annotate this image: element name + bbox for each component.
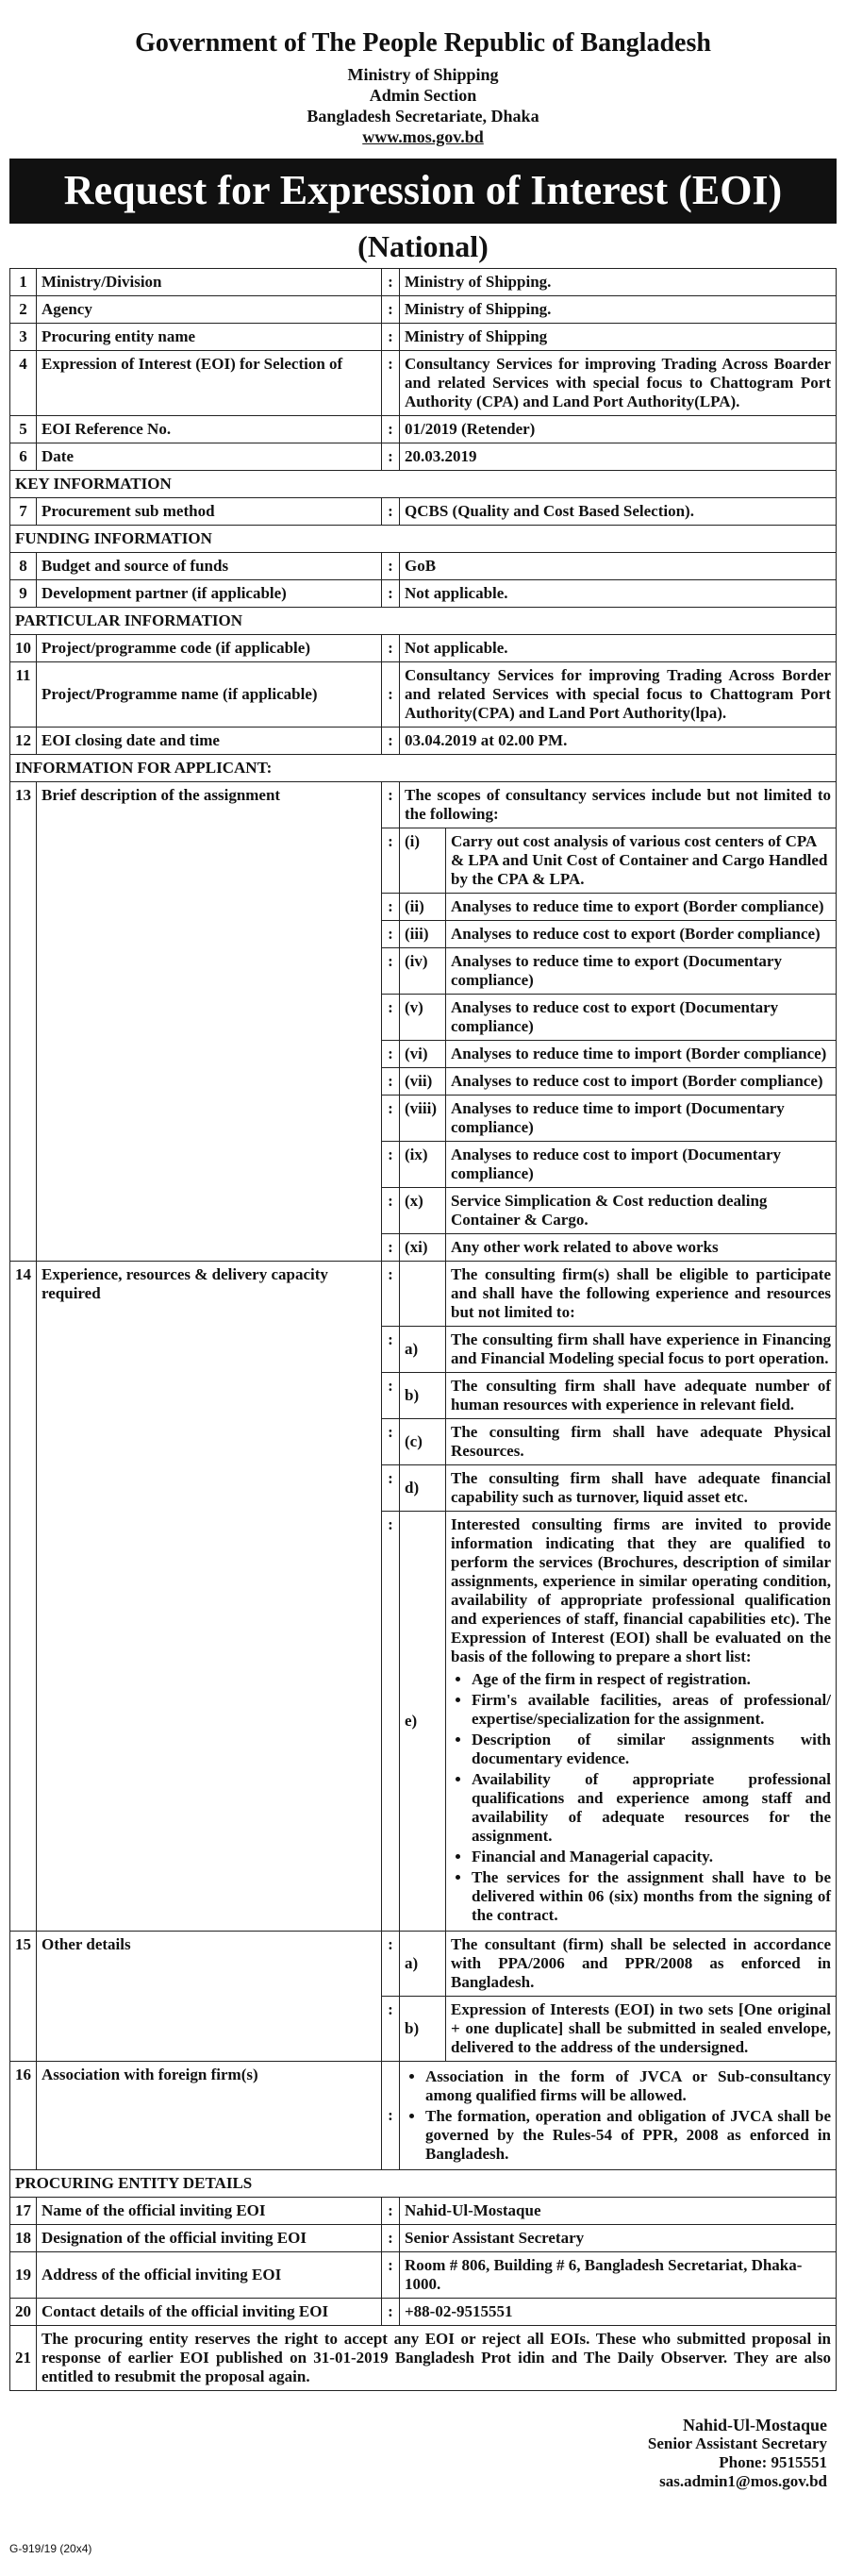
section-header-row [10, 471, 837, 498]
association-list [405, 2067, 831, 2164]
row-label: EOI Reference No. [37, 416, 382, 443]
row-value: Room # 806, Building # 6, Bangladesh Secretariat, Dhaka-1000. [400, 2252, 837, 2299]
colon: : [382, 921, 400, 948]
row-label: Name of the official inviting EOI [37, 2198, 382, 2225]
table-row [10, 782, 837, 828]
item-text: The consulting firm shall have adequate number of human resources with experience in relevant field. [446, 1373, 837, 1419]
table-row [10, 1262, 837, 1327]
row-label: Address of the official inviting EOI [37, 2252, 382, 2299]
item-text: Analyses to reduce time to export (Documentary compliance) [446, 948, 837, 995]
row-value [400, 2062, 837, 2170]
row-number: 8 [10, 553, 37, 580]
row-number: 15 [10, 1932, 37, 2062]
row-value: Consultancy Services for improving Trading Across Boarder and related Services with special focus to Chattogram Port Authority (CPA) and Land Port Authority(LPA). [400, 351, 837, 416]
list-item: • Availability of appropriate professional qualifications and experience among staff and availability of adequate resources for the assignment. [472, 1770, 831, 1846]
table-row [10, 324, 837, 351]
item-text: The consulting firm shall have adequate financial capability such as turnover, liquid asset etc. [446, 1465, 837, 1512]
colon: : [382, 443, 400, 471]
colon: : [382, 2299, 400, 2326]
row-label: Date [37, 443, 382, 471]
item-number: (v) [400, 995, 446, 1041]
row-number: 12 [10, 728, 37, 755]
colon: : [382, 1234, 400, 1262]
colon: : [382, 351, 400, 416]
row-label: Association with foreign firm(s) [37, 2062, 382, 2170]
row-value: QCBS (Quality and Cost Based Selection). [400, 498, 837, 526]
item-number: (vi) [400, 1041, 446, 1068]
row-number: 11 [10, 662, 37, 728]
row-number: 6 [10, 443, 37, 471]
table-row [10, 498, 837, 526]
item-number: (i) [400, 828, 446, 894]
item-number: (iv) [400, 948, 446, 995]
row-value: Consultancy Services for improving Trading Across Border and related Services with special focus to Chattogram Port Authority(CPA) and Land Port Authority(lpa). [400, 662, 837, 728]
table-row [10, 662, 837, 728]
colon: : [382, 662, 400, 728]
experience-intro: The consulting firm(s) shall be eligible to participate and shall have the following experience and resources but not limited to: [446, 1262, 837, 1327]
item-text: Analyses to reduce time to import (Border compliance) [446, 1041, 837, 1068]
row-value: 20.03.2019 [400, 443, 837, 471]
item-number: (x) [400, 1188, 446, 1234]
colon: : [382, 1041, 400, 1068]
item-text: Carry out cost analysis of various cost centers of CPA & LPA and Unit Cost of Container and Cargo Handled by the CPA & LPA. [446, 828, 837, 894]
list-item: • The services for the assignment shall have to be delivered within 06 (six) months from the signing of the contract. [472, 1868, 831, 1925]
colon: : [382, 269, 400, 296]
colon: : [382, 894, 400, 921]
item-text: Analyses to reduce cost to export (Documentary compliance) [446, 995, 837, 1041]
row-number: 5 [10, 416, 37, 443]
row-number: 18 [10, 2225, 37, 2252]
table-row [10, 2252, 837, 2299]
row-label: Ministry/Division [37, 269, 382, 296]
signatory-name: Nahid-Ul-Mostaque [682, 2416, 827, 2434]
colon: : [382, 416, 400, 443]
item-text: Analyses to reduce time to import (Documentary compliance) [446, 1096, 837, 1142]
section-header-row [10, 755, 837, 782]
row-label: Experience, resources & delivery capacity required [37, 1262, 382, 1932]
colon: : [382, 1188, 400, 1234]
table-row [10, 351, 837, 416]
item-text: The consulting firm shall have experience in Financing and Financial Modeling special focus to port operation. [446, 1327, 837, 1373]
government-title: Government of The People Republic of Bangladesh [135, 28, 711, 58]
row-label: EOI closing date and time [37, 728, 382, 755]
colon: : [382, 2198, 400, 2225]
colon: : [382, 1096, 400, 1142]
row-value: Nahid-Ul-Mostaque [400, 2198, 837, 2225]
colon: : [382, 635, 400, 662]
footer-code: G-919/19 (20x4) [9, 2542, 92, 2555]
table-row [10, 553, 837, 580]
section-header-row [10, 608, 837, 635]
row-value: 03.04.2019 at 02.00 PM. [400, 728, 837, 755]
item-number: a) [400, 1327, 446, 1373]
colon: : [382, 1465, 400, 1512]
table-row [10, 2225, 837, 2252]
colon: : [382, 553, 400, 580]
item-number: (vii) [400, 1068, 446, 1096]
list-item: • Firm's available facilities, areas of professional/ expertise/specialization for the assignment. [472, 1691, 831, 1729]
row-value: GoB [400, 553, 837, 580]
row-label: Agency [37, 296, 382, 324]
row-number: 13 [10, 782, 37, 1262]
colon: : [382, 782, 400, 828]
colon: : [382, 1373, 400, 1419]
table-row [10, 2198, 837, 2225]
list-item: • Financial and Managerial capacity. [472, 1848, 831, 1866]
row-number: 1 [10, 269, 37, 296]
colon: : [382, 296, 400, 324]
row-label: Designation of the official inviting EOI [37, 2225, 382, 2252]
row-label: Procurement sub method [37, 498, 382, 526]
item-text: Analyses to reduce time to export (Border compliance) [446, 894, 837, 921]
item-text: The consulting firm shall have adequate Physical Resources. [446, 1419, 837, 1465]
ministry-name: Ministry of Shipping [347, 65, 499, 84]
item-text: Service Simplication & Cost reduction dealing Container & Cargo. [446, 1188, 837, 1234]
table-row [10, 635, 837, 662]
row-value: Ministry of Shipping [400, 324, 837, 351]
row-number: 21 [10, 2326, 37, 2391]
colon: : [382, 1419, 400, 1465]
colon: : [382, 1142, 400, 1188]
table-row [10, 580, 837, 608]
colon: : [382, 1512, 400, 1932]
table-row [10, 2326, 837, 2391]
colon: : [382, 1327, 400, 1373]
table-row [10, 416, 837, 443]
evaluation-intro: Interested consulting firms are invited to provide information indicating that they are qualified to perform the services (Brochures, description of similar assignments, experience in similar operating condition, availability of appropriate professional qualification and experiences of staff, financial capabilities etc). The Expression of Interest (EOI) shall be evaluated on the basis of the following to prepare a short list: [451, 1515, 831, 1665]
row-number: 17 [10, 2198, 37, 2225]
section-heading-funding: FUNDING INFORMATION [10, 526, 837, 553]
item-text: Expression of Interests (EOI) in two sets [One original + one duplicate] shall be submitted in sealed envelope, delivered to the address of the undersigned. [446, 1997, 837, 2062]
row-label: Other details [37, 1932, 382, 2062]
colon: : [382, 2252, 400, 2299]
row-label: Budget and source of funds [37, 553, 382, 580]
item-number: a) [400, 1932, 446, 1997]
item-text: Any other work related to above works [446, 1234, 837, 1262]
item-number: (xi) [400, 1234, 446, 1262]
item-number: (iii) [400, 921, 446, 948]
notice-subtitle: (National) [357, 229, 489, 263]
row-value: 01/2019 (Retender) [400, 416, 837, 443]
signatory-email[interactable]: sas.admin1@mos.gov.bd [659, 2472, 827, 2490]
colon: : [382, 1262, 400, 1327]
signatory-phone: Phone: 9515551 [719, 2453, 827, 2471]
item-number: (c) [400, 1419, 446, 1465]
notice-title-banner: Request for Expression of Interest (EOI) [9, 159, 837, 224]
section-heading-key: KEY INFORMATION [10, 471, 837, 498]
row-value: Ministry of Shipping. [400, 296, 837, 324]
website-link[interactable]: www.mos.gov.bd [362, 127, 484, 146]
document-header [9, 28, 837, 147]
colon: : [382, 2062, 400, 2170]
row-number: 2 [10, 296, 37, 324]
colon: : [382, 324, 400, 351]
row-number: 7 [10, 498, 37, 526]
row-value: Ministry of Shipping. [400, 269, 837, 296]
empty-cell [400, 1262, 446, 1327]
item-text [446, 1512, 837, 1932]
row-number: 19 [10, 2252, 37, 2299]
row-label: Project/programme code (if applicable) [37, 635, 382, 662]
row-number: 14 [10, 1262, 37, 1932]
item-number: (viii) [400, 1096, 446, 1142]
signature-block [9, 2416, 837, 2491]
row-number: 20 [10, 2299, 37, 2326]
item-number: b) [400, 1997, 446, 2062]
item-number: (ix) [400, 1142, 446, 1188]
item-number: (ii) [400, 894, 446, 921]
row-number: 10 [10, 635, 37, 662]
row-label: Project/Programme name (if applicable) [37, 662, 382, 728]
signatory-designation: Senior Assistant Secretary [647, 2434, 827, 2452]
colon: : [382, 948, 400, 995]
item-text: Analyses to reduce cost to import (Border compliance) [446, 1068, 837, 1096]
row-value: +88-02-9515551 [400, 2299, 837, 2326]
colon: : [382, 580, 400, 608]
item-number: e) [400, 1512, 446, 1932]
row-number: 4 [10, 351, 37, 416]
colon: : [382, 498, 400, 526]
colon: : [382, 1932, 400, 1997]
table-row [10, 1932, 837, 1997]
item-text: The consultant (firm) shall be selected in accordance with PPA/2006 and PPR/2008 as enforced in Bangladesh. [446, 1932, 837, 1997]
row-label: Development partner (if applicable) [37, 580, 382, 608]
table-row [10, 2299, 837, 2326]
colon: : [382, 2225, 400, 2252]
assignment-intro: The scopes of consultancy services include but not limited to the following: [400, 782, 837, 828]
list-item: • Age of the firm in respect of registration. [472, 1670, 831, 1689]
row-value: Not applicable. [400, 635, 837, 662]
table-row [10, 443, 837, 471]
item-text: Analyses to reduce cost to import (Documentary compliance) [446, 1142, 837, 1188]
row-value: Senior Assistant Secretary [400, 2225, 837, 2252]
row-number: 3 [10, 324, 37, 351]
row-label: Brief description of the assignment [37, 782, 382, 1262]
list-item: • Association in the form of JVCA or Sub-consultancy among qualified firms will be allowed. [425, 2067, 831, 2105]
item-number: d) [400, 1465, 446, 1512]
row-number: 16 [10, 2062, 37, 2170]
item-text: Analyses to reduce cost to export (Border compliance) [446, 921, 837, 948]
row-number: 9 [10, 580, 37, 608]
colon: : [382, 828, 400, 894]
table-row [10, 2062, 837, 2170]
colon: : [382, 728, 400, 755]
colon: : [382, 1068, 400, 1096]
table-row [10, 269, 837, 296]
list-item: • Description of similar assignments with documentary evidence. [472, 1731, 831, 1768]
colon: : [382, 1997, 400, 2062]
eoi-details-table [9, 268, 837, 2391]
office-address: Bangladesh Secretariate, Dhaka [307, 107, 539, 125]
row-value: The procuring entity reserves the right to accept any EOI or reject all EOIs. These who submitted proposal in response of earlier EOI published on 31-01-2019 Bangladesh Prot idin and The Daily Observer. They are also entitled to resubmit the proposal again. [37, 2326, 837, 2391]
table-row [10, 296, 837, 324]
item-number: b) [400, 1373, 446, 1419]
section-header-row [10, 2170, 837, 2198]
section-heading-particular: PARTICULAR INFORMATION [10, 608, 837, 635]
section-name: Admin Section [369, 86, 477, 105]
section-heading-applicant: INFORMATION FOR APPLICANT: [10, 755, 837, 782]
evaluation-criteria-list [451, 1670, 831, 1925]
row-label: Procuring entity name [37, 324, 382, 351]
list-item: • The formation, operation and obligation of JVCA shall be governed by the Rules-54 of PPR, 2008 as enforced in Bangladesh. [425, 2107, 831, 2164]
section-heading-procuring: PROCURING ENTITY DETAILS [10, 2170, 837, 2198]
table-row [10, 728, 837, 755]
section-header-row [10, 526, 837, 553]
row-label: Expression of Interest (EOI) for Selection of [37, 351, 382, 416]
row-label: Contact details of the official inviting EOI [37, 2299, 382, 2326]
row-value: Not applicable. [400, 580, 837, 608]
colon: : [382, 995, 400, 1041]
